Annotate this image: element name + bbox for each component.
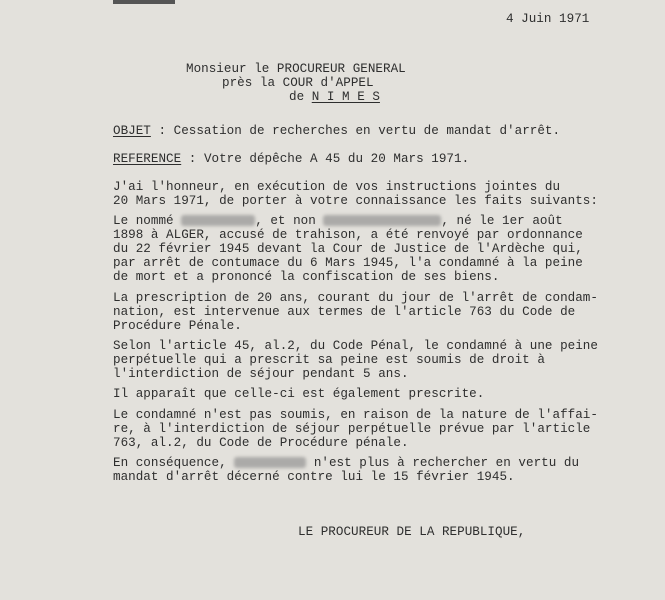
- para-6-line-1: Le condamné n'est pas soumis, en raison de la nature de l'affai-: [113, 408, 598, 422]
- reference-text: Votre dépêche A 45 du 20 Mars 1971.: [203, 152, 470, 166]
- para-4-line-3: l'interdiction de séjour pendant 5 ans.: [113, 367, 409, 381]
- para-3-line-1: La prescription de 20 ans, courant du jour de l'arrêt de condam-: [113, 291, 598, 305]
- redacted-surname: [234, 457, 306, 468]
- para-3-line-2: nation, est intervenue aux termes de l'article 763 du Code de: [113, 305, 576, 319]
- para-2-line-4: par arrêt de contumace du 6 Mars 1945, l'a condamné à la peine: [113, 256, 583, 270]
- objet-separator: :: [150, 124, 174, 138]
- para-4-line-2: perpétuelle qui a prescrit sa peine est soumis de droit à: [113, 353, 545, 367]
- para-7-text-a: En conséquence,: [113, 456, 235, 470]
- para-5-line-1: Il apparaît que celle-ci est également prescrite.: [113, 387, 485, 401]
- signature-line: LE PROCUREUR DE LA REPUBLIQUE,: [298, 525, 526, 539]
- recipient-line-3: [289, 90, 380, 104]
- redacted-alias: [323, 215, 441, 226]
- reference-separator: :: [181, 152, 204, 166]
- para-6-line-2: re, à l'interdiction de séjour perpétuelle prévue par l'article: [113, 422, 591, 436]
- para-2-line-1: [113, 214, 563, 228]
- para-7-line-2: mandat d'arrêt décerné contre lui le 15 février 1945.: [113, 470, 515, 484]
- para-2-text-b: , et non: [255, 214, 324, 228]
- objet-label: OBJET: [113, 124, 151, 138]
- para-1-line-1: J'ai l'honneur, en exécution de vos instructions jointes du: [113, 180, 561, 194]
- para-2-text-c: , né le 1er août: [441, 214, 563, 228]
- recipient-de: de: [289, 90, 305, 104]
- para-1-line-2: 20 Mars 1971, de porter à votre connaissance les faits suivants:: [113, 194, 598, 208]
- para-4-line-1: Selon l'article 45, al.2, du Code Pénal, le condamné à une peine: [113, 339, 598, 353]
- para-2-text-a: Le nommé: [113, 214, 182, 228]
- recipient-line-1: Monsieur le PROCUREUR GENERAL: [186, 62, 406, 76]
- recipient-line-2: près la COUR d'APPEL: [222, 76, 374, 90]
- reference-label: REFERENCE: [113, 152, 182, 166]
- redacted-name: [181, 215, 255, 226]
- para-7-line-1: [113, 456, 579, 470]
- objet-text: Cessation de recherches en vertu de mandat d'arrêt.: [173, 124, 561, 138]
- para-2-line-5: de mort et a prononcé la confiscation de ses biens.: [113, 270, 500, 284]
- recipient-city: N I M E S: [311, 90, 380, 104]
- reference-line: [113, 152, 469, 166]
- para-6-line-3: 763, al.2, du Code de Procédure pénale.: [113, 436, 409, 450]
- top-edge-mark: [113, 0, 175, 4]
- para-2-line-2: 1898 à ALGER, accusé de trahison, a été renvoyé par ordonnance: [113, 228, 583, 242]
- para-2-line-3: du 22 février 1945 devant la Cour de Justice de l'Ardèche qui,: [113, 242, 583, 256]
- objet-line: [113, 124, 560, 138]
- letter-date: 4 Juin 1971: [506, 12, 590, 26]
- para-7-text-b: n'est plus à rechercher en vertu du: [306, 456, 580, 470]
- para-3-line-3: Procédure Pénale.: [113, 319, 242, 333]
